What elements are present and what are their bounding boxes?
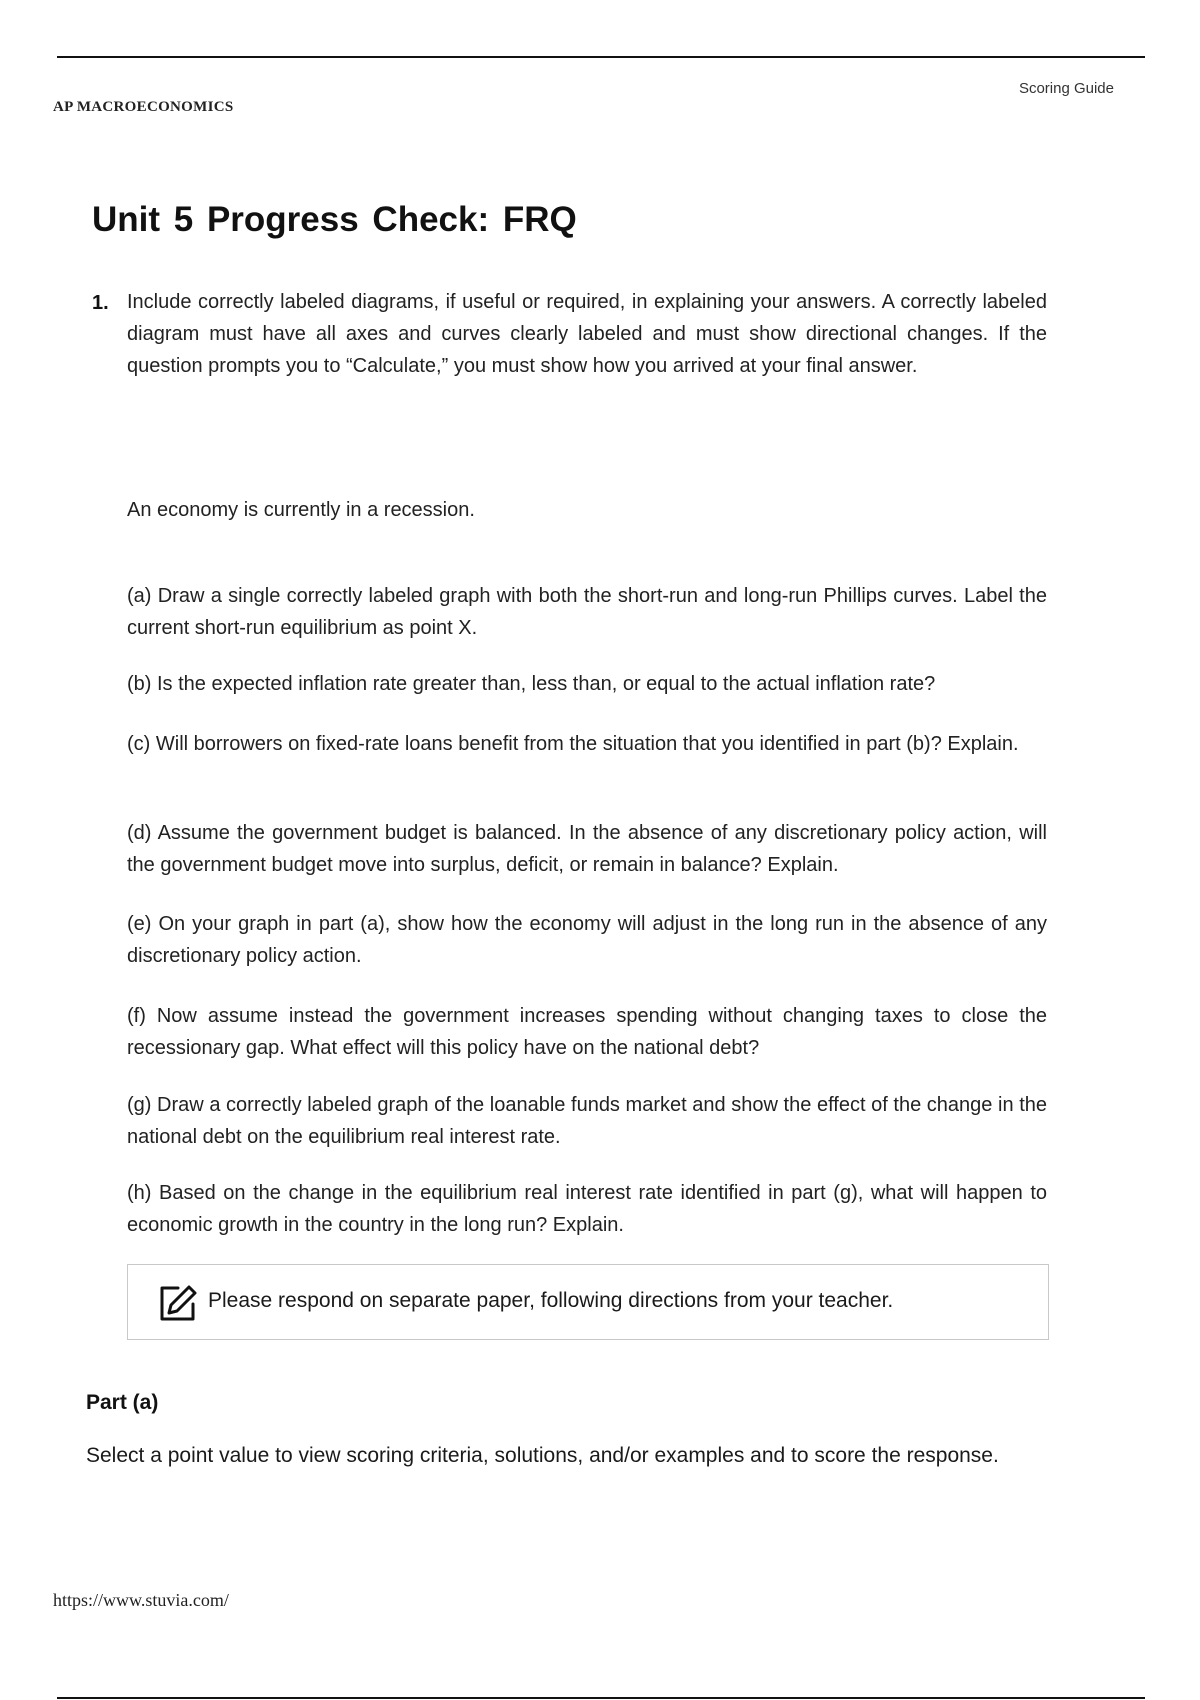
question-part-f: (f) Now assume instead the government increases spending without changing taxes to close the recessionary gap. What effect will this policy have on the national debt? xyxy=(127,1005,1047,1059)
header-course-title: AP MACROECONOMICS xyxy=(53,99,234,115)
question-part-h: (h) Based on the change in the equilibrium real interest rate identified in part (g), what will happen to economic growth in the country in the long run? Explain. xyxy=(127,1182,1047,1236)
edit-icon xyxy=(158,1284,198,1322)
question-part-d: (d) Assume the government budget is balanced. In the absence of any discretionary policy action, will the government budget move into surplus, deficit, or remain in balance? Explain. xyxy=(127,822,1047,876)
top-rule xyxy=(57,56,1145,58)
scoring-part-heading: Part (a) xyxy=(86,1391,159,1414)
question-instructions: Include correctly labeled diagrams, if useful or required, in explaining your answers. A correctly labeled diagram must have all axes and curves clearly labeled and must show directional changes. If the question prompts you to “Calculate,” you must show how you arrived at your final answer. xyxy=(127,291,1047,377)
question-part-c: (c) Will borrowers on fixed-rate loans benefit from the situation that you identified in part (b)? Explain. xyxy=(127,733,1019,755)
footer-url[interactable]: https://www.stuvia.com/ xyxy=(53,1590,229,1610)
respond-notice-box xyxy=(127,1264,1049,1340)
question-scenario: An economy is currently in a recession. xyxy=(127,499,475,521)
question-part-e: (e) On your graph in part (a), show how the economy will adjust in the long run in the absence of any discretionary policy action. xyxy=(127,913,1047,967)
bottom-rule xyxy=(57,1697,1145,1699)
question-part-b: (b) Is the expected inflation rate greater than, less than, or equal to the actual inflation rate? xyxy=(127,673,936,695)
question-number: 1. xyxy=(92,292,109,314)
page-title: Unit 5 Progress Check: FRQ xyxy=(92,200,577,239)
scoring-instructions: Select a point value to view scoring criteria, solutions, and/or examples and to score the response. xyxy=(86,1444,999,1467)
question-part-g: (g) Draw a correctly labeled graph of the loanable funds market and show the effect of the change in the national debt on the equilibrium real interest rate. xyxy=(127,1094,1047,1148)
respond-notice-text: Please respond on separate paper, following directions from your teacher. xyxy=(208,1289,894,1312)
question-part-a: (a) Draw a single correctly labeled graph with both the short-run and long-run Phillips curves. Label the current short-run equilibrium as point X. xyxy=(127,585,1047,639)
header-scoring-guide: Scoring Guide xyxy=(1018,80,1114,97)
